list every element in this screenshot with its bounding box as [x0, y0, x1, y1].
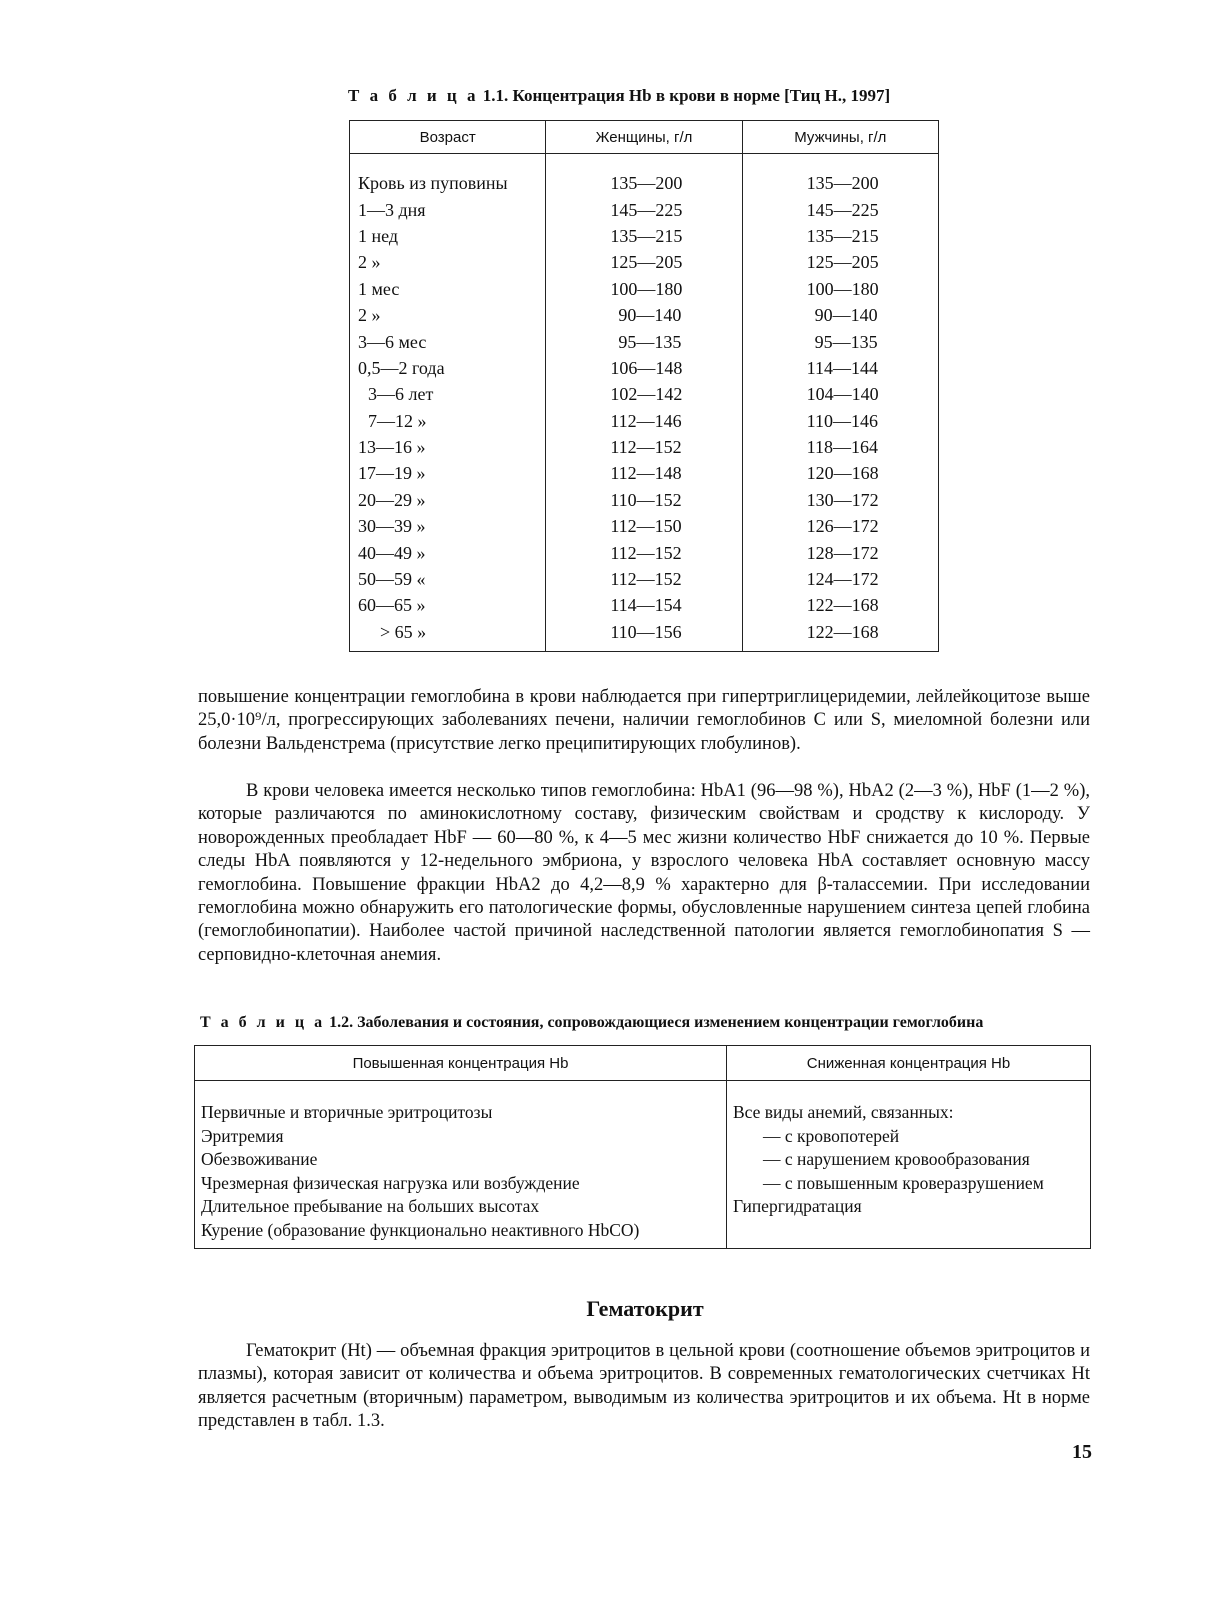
women-cell: 106—148 — [546, 355, 742, 381]
age-cell: 3—6 лет — [350, 381, 546, 407]
men-cell: 122—168 — [742, 619, 938, 652]
table-row — [350, 196, 939, 222]
table1-header-age: Возраст — [350, 121, 546, 154]
women-cell: 114—154 — [546, 592, 742, 618]
table-row — [350, 592, 939, 618]
age-cell: 2 » — [350, 302, 546, 328]
age-cell: 20—29 » — [350, 487, 546, 513]
list-item: Первичные и вторичные эритроцитозы — [201, 1102, 493, 1122]
men-cell: 100—180 — [742, 276, 938, 302]
list-item: Все виды анемий, связанных: — [733, 1102, 954, 1122]
list-item: Обезвоживание — [201, 1149, 318, 1169]
table2-header-row — [195, 1046, 1091, 1081]
women-cell: 95—135 — [546, 328, 742, 354]
age-cell: 7—12 » — [350, 408, 546, 434]
section-title: Гематокрит — [586, 1296, 704, 1321]
women-cell: 112—152 — [546, 566, 742, 592]
women-cell: 112—146 — [546, 408, 742, 434]
age-cell: 3—6 мес — [350, 328, 546, 354]
men-cell: 118—164 — [742, 434, 938, 460]
age-cell: 30—39 » — [350, 513, 546, 539]
age-cell: 17—19 » — [350, 460, 546, 486]
table-row — [350, 460, 939, 486]
table-row — [350, 154, 939, 197]
table-row — [350, 381, 939, 407]
page-number: 15 — [1072, 1441, 1092, 1463]
hb-conditions-table — [194, 1045, 1091, 1249]
women-cell: 90—140 — [546, 302, 742, 328]
table1-caption-text: 1.1. Концентрация Hb в крови в норме [Тиц Н., 1997] — [478, 86, 891, 105]
age-cell: 0,5—2 года — [350, 355, 546, 381]
men-cell: 122—168 — [742, 592, 938, 618]
table-row — [350, 408, 939, 434]
table-row — [350, 566, 939, 592]
table-row — [350, 355, 939, 381]
table-row — [350, 619, 939, 652]
women-cell: 102—142 — [546, 381, 742, 407]
list-item: Гипергидратация — [733, 1196, 862, 1216]
list-item: — с нарушением кровообразования — [763, 1149, 1030, 1169]
table-row — [350, 539, 939, 565]
age-cell: 1 нед — [350, 223, 546, 249]
paragraph-hb-increase: повышение концентрации гемоглобина в крови наблюдается при гипертриглицеридемии, лейлейкоцитозе выше 25,0·10⁹/л, прогрессирующих заболеваниях печени, наличии гемоглобинов С или S, миеломной болезни или болезни Вальденстрема (присутствие легко преципитирующих глобулинов). — [198, 687, 1090, 754]
men-cell: 120—168 — [742, 460, 938, 486]
table-row — [350, 302, 939, 328]
list-item: Эритремия — [201, 1125, 284, 1146]
women-cell: 135—200 — [546, 154, 742, 197]
table1-caption — [348, 86, 948, 106]
age-cell: 2 » — [350, 249, 546, 275]
age-cell: 60—65 » — [350, 592, 546, 618]
men-cell: 126—172 — [742, 513, 938, 539]
list-item: Курение (образование функционально неактивного HbCO) — [201, 1219, 640, 1240]
age-cell: > 65 » — [350, 619, 546, 652]
men-cell: 128—172 — [742, 539, 938, 565]
table-row — [350, 487, 939, 513]
age-cell: 1 мес — [350, 276, 546, 302]
age-cell: Кровь из пуповины — [350, 154, 546, 197]
women-cell: 135—215 — [546, 223, 742, 249]
age-cell: 1—3 дня — [350, 196, 546, 222]
men-cell: 95—135 — [742, 328, 938, 354]
list-item: — с кровопотерей — [763, 1125, 900, 1146]
age-cell: 13—16 » — [350, 434, 546, 460]
men-cell: 104—140 — [742, 381, 938, 407]
men-cell: 145—225 — [742, 196, 938, 222]
table2-header-increased: Повышенная концентрация Hb — [195, 1046, 727, 1081]
paragraph-hb-types: В крови человека имеется несколько типов гемоглобина: HbA1 (96—98 %), HbA2 (2—3 %), HbF (1—2 %), которые различаются по аминокислотному составу, физическим свойствам и сродству к кислороду. У новорожденных преобладает HbF — 60—80 %, к 4—5 мес жизни количество HbF снижается до 10 %. Первые следы HbA появляются у 12-недельного эмбриона, у взрослого человека HbA составляет основную массу гемоглобина. Повышение фракции HbA2 до 4,2—8,9 % характерно для β-талассемии. При исследовании гемоглобина можно обнаружить его патологические формы, обусловленные нарушением синтеза цепей глобина (гемоглобинопатии). Наиболее частой причиной наследственной патологии является гемоглобинопатия S — серповидно-клеточная анемия. — [198, 781, 1090, 965]
men-cell: 114—144 — [742, 355, 938, 381]
men-cell: 135—215 — [742, 223, 938, 249]
table2-caption-label: Т а б л и ц а — [200, 1014, 326, 1031]
women-cell: 125—205 — [546, 249, 742, 275]
women-cell: 100—180 — [546, 276, 742, 302]
hb-norm-table — [349, 120, 939, 652]
age-cell: 40—49 » — [350, 539, 546, 565]
increased-list — [195, 1081, 727, 1249]
women-cell: 110—156 — [546, 619, 742, 652]
table1-header-men: Мужчины, г/л — [742, 121, 938, 154]
table-row — [350, 513, 939, 539]
women-cell: 112—148 — [546, 460, 742, 486]
paragraph-hematocrit: Гематокрит (Ht) — объемная фракция эритроцитов в цельной крови (соотношение объемов эритроцитов и плазмы), которая зависит от количества и объема эритроцитов. В современных гематологических счетчиках Ht является расчетным (вторичным) параметром, выводимым из количества эритроцитов и их объема. Ht в норме представлен в табл. 1.3. — [198, 1341, 1090, 1432]
table1-header-women: Женщины, г/л — [546, 121, 742, 154]
men-cell: 90—140 — [742, 302, 938, 328]
men-cell: 125—205 — [742, 249, 938, 275]
women-cell: 112—150 — [546, 513, 742, 539]
women-cell: 110—152 — [546, 487, 742, 513]
list-item: Длительное пребывание на больших высотах — [201, 1196, 540, 1216]
table2-caption-text: 1.2. Заболевания и состояния, сопровождающиеся изменением концентрации гемоглобина — [325, 1014, 984, 1031]
men-cell: 130—172 — [742, 487, 938, 513]
table1-header-row — [350, 121, 939, 154]
decreased-list — [727, 1081, 1091, 1249]
table-row — [195, 1081, 1091, 1249]
men-cell: 110—146 — [742, 408, 938, 434]
women-cell: 112—152 — [546, 434, 742, 460]
men-cell: 124—172 — [742, 566, 938, 592]
table-row — [350, 434, 939, 460]
list-item: Чрезмерная физическая нагрузка или возбуждение — [201, 1172, 580, 1193]
table-row — [350, 249, 939, 275]
age-cell: 50—59 « — [350, 566, 546, 592]
table-row — [350, 223, 939, 249]
list-item: — с повышенным кроверазрушением — [763, 1172, 1044, 1193]
table-row — [350, 276, 939, 302]
women-cell: 145—225 — [546, 196, 742, 222]
table-row — [350, 328, 939, 354]
table1-caption-label: Т а б л и ц а — [348, 86, 479, 105]
table2-caption — [200, 1014, 1090, 1032]
table2-header-decreased: Сниженная концентрация Hb — [727, 1046, 1091, 1081]
women-cell: 112—152 — [546, 539, 742, 565]
men-cell: 135—200 — [742, 154, 938, 197]
